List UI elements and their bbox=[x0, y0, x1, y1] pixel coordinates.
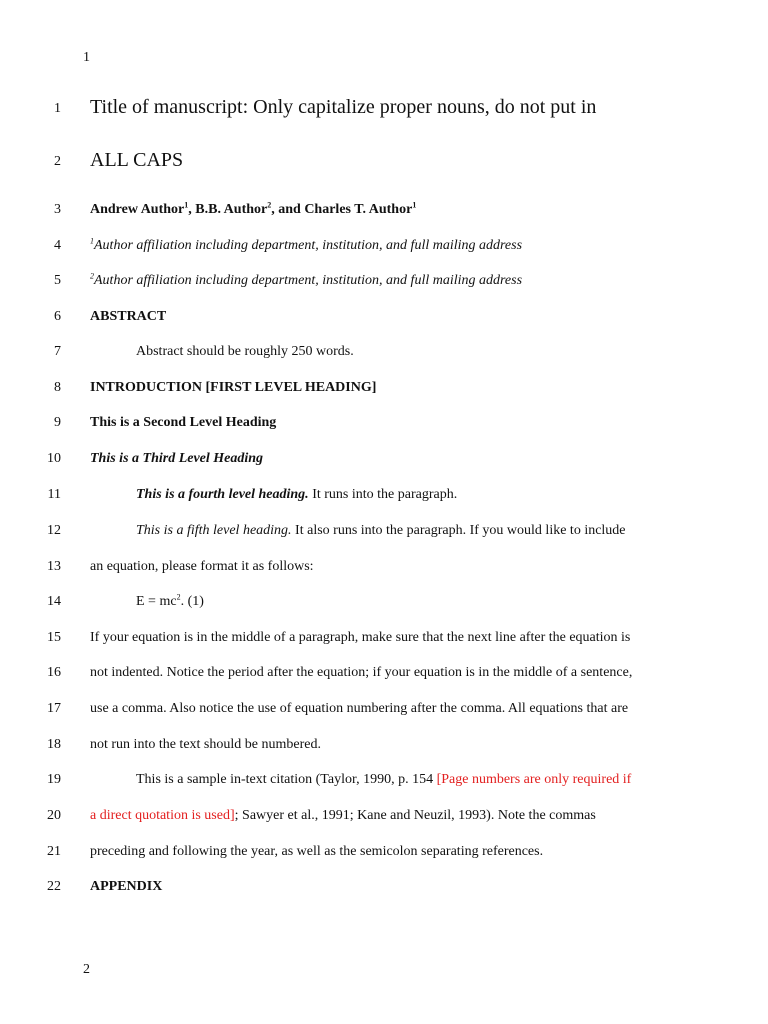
affil-mark: 2 bbox=[90, 271, 94, 281]
author-sep: , and bbox=[271, 202, 305, 217]
paragraph-text: not run into the text should be numbered. bbox=[90, 737, 321, 752]
affil-mark: 1 bbox=[90, 236, 94, 246]
citation-note: [Page numbers are only required if bbox=[436, 772, 632, 787]
line-number: 14 bbox=[47, 594, 61, 609]
paragraph-text: preceding and following the year, as well as the semicolon separating references. bbox=[90, 844, 544, 859]
line-number: 7 bbox=[54, 344, 61, 359]
line-number: 11 bbox=[47, 487, 61, 502]
paragraph-text: This is a sample in-text citation (Taylor, 1990, p. 154 bbox=[136, 772, 437, 787]
fourth-level-heading: This is a fourth level heading. bbox=[136, 487, 309, 502]
author-list bbox=[90, 200, 417, 217]
manuscript-title-cont: ALL CAPS bbox=[90, 149, 184, 171]
citation-line bbox=[136, 773, 631, 787]
line-number: 13 bbox=[47, 559, 61, 574]
equation-number: . (1) bbox=[180, 594, 204, 609]
page-number-bottom: 2 bbox=[83, 962, 90, 977]
abstract-heading: ABSTRACT bbox=[90, 309, 167, 324]
paragraph-text: It runs into the paragraph. bbox=[308, 487, 458, 502]
citation-note: a direct quotation is used] bbox=[90, 808, 235, 823]
appendix-heading: APPENDIX bbox=[90, 879, 163, 894]
line-number: 6 bbox=[54, 309, 61, 324]
author-name: Andrew Author bbox=[90, 202, 185, 217]
equation-exponent: 2 bbox=[176, 592, 181, 602]
line-number: 5 bbox=[54, 273, 61, 288]
line-number: 21 bbox=[47, 844, 61, 859]
line-number: 15 bbox=[47, 630, 61, 645]
line-number: 8 bbox=[54, 380, 61, 395]
citation-line bbox=[90, 809, 596, 823]
paragraph-text: use a comma. Also notice the use of equation numbering after the comma. All equations that are bbox=[90, 701, 629, 716]
paragraph-text: If your equation is in the middle of a paragraph, make sure that the next line after the equation is bbox=[90, 630, 631, 645]
paragraph-line bbox=[136, 488, 457, 502]
second-level-heading: This is a Second Level Heading bbox=[90, 415, 277, 430]
paragraph-text: It also runs into the paragraph. If you would like to include bbox=[291, 523, 626, 538]
author-name: Charles T. Author bbox=[304, 202, 413, 217]
line-number: 22 bbox=[47, 879, 61, 894]
line-number: 4 bbox=[54, 238, 61, 253]
equation bbox=[136, 592, 204, 609]
page-number-top: 1 bbox=[83, 50, 90, 65]
line-number: 16 bbox=[47, 665, 61, 680]
paragraph-line bbox=[136, 524, 626, 538]
affiliation-2 bbox=[90, 271, 523, 288]
affil-text: Author affiliation including department, institution, and full mailing address bbox=[94, 273, 523, 288]
equation-base: E = mc bbox=[136, 594, 177, 609]
author-affil-mark: 1 bbox=[184, 200, 189, 210]
line-number: 1 bbox=[54, 101, 61, 116]
paragraph-text: ; Sawyer et al., 1991; Kane and Neuzil, 1993). Note the commas bbox=[234, 808, 596, 823]
line-number: 9 bbox=[54, 415, 61, 430]
line-number: 10 bbox=[47, 451, 61, 466]
affiliation-1 bbox=[90, 236, 523, 253]
third-level-heading: This is a Third Level Heading bbox=[90, 451, 264, 466]
affil-text: Author affiliation including department, institution, and full mailing address bbox=[94, 238, 523, 253]
manuscript-title: Title of manuscript: Only capitalize proper nouns, do not put in bbox=[90, 96, 597, 118]
author-name: B.B. Author bbox=[195, 202, 268, 217]
line-number: 3 bbox=[54, 202, 61, 217]
author-affil-mark: 2 bbox=[267, 200, 272, 210]
line-number: 12 bbox=[47, 523, 61, 538]
line-number: 17 bbox=[47, 701, 61, 716]
abstract-text: Abstract should be roughly 250 words. bbox=[136, 344, 354, 359]
line-number: 18 bbox=[47, 737, 61, 752]
line-number: 20 bbox=[47, 808, 61, 823]
paragraph-text: not indented. Notice the period after the equation; if your equation is in the middle of a sentence, bbox=[90, 665, 633, 680]
line-number: 19 bbox=[47, 772, 61, 787]
fifth-level-heading: This is a fifth level heading. bbox=[136, 523, 292, 538]
author-sep: , bbox=[188, 202, 196, 217]
paragraph-text: an equation, please format it as follows: bbox=[90, 559, 314, 574]
line-number: 2 bbox=[54, 154, 61, 169]
first-level-heading: INTRODUCTION [FIRST LEVEL HEADING] bbox=[90, 380, 377, 395]
author-affil-mark: 1 bbox=[412, 200, 417, 210]
